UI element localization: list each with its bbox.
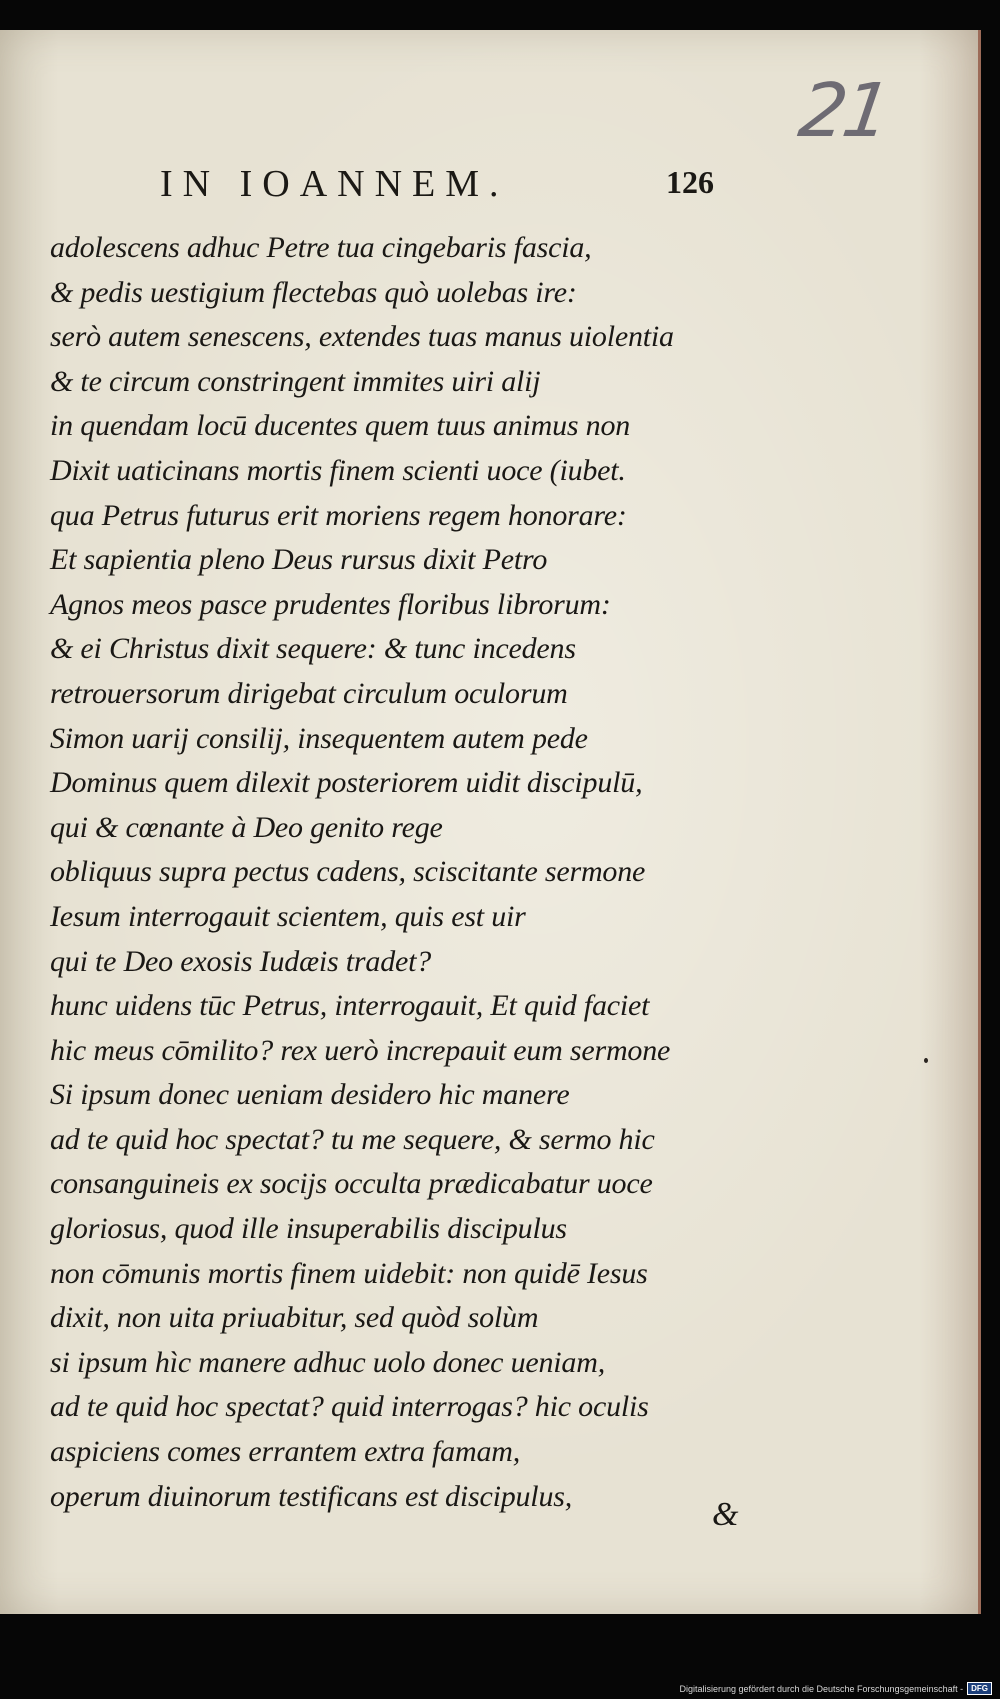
text-line: Dominus quem dilexit posteriorem uidit discipulū, bbox=[50, 766, 643, 800]
text-line: & ei Christus dixit sequere: & tunc incedens bbox=[50, 632, 576, 666]
handwritten-folio-number: 21 bbox=[793, 68, 893, 154]
ink-speck bbox=[924, 1058, 928, 1063]
text-line: dixit, non uita priuabitur, sed quòd solùm bbox=[50, 1301, 539, 1335]
text-line: in quendam locū ducentes quem tuus animus non bbox=[50, 409, 631, 443]
catchword: & bbox=[712, 1496, 739, 1533]
text-line: gloriosus, quod ille insuperabilis discipulus bbox=[50, 1212, 567, 1246]
text-block bbox=[50, 226, 760, 1519]
text-line: Si ipsum donec ueniam desidero hic manere bbox=[50, 1078, 570, 1112]
text-line: qui te Deo exosis Iudæis tradet? bbox=[50, 944, 432, 978]
text-line: & pedis uestigium flectebas quò uolebas ire: bbox=[50, 275, 577, 309]
text-line: Agnos meos pasce prudentes floribus librorum: bbox=[50, 587, 611, 621]
text-line: adolescens adhuc Petre tua cingebaris fascia, bbox=[50, 231, 592, 264]
text-line: Simon uarij consilij, insequentem autem pede bbox=[50, 721, 588, 755]
text-line: Iesum interrogauit scientem, quis est uir bbox=[50, 899, 526, 933]
text-line: & te circum constringent immites uiri alij bbox=[50, 364, 541, 398]
text-line: ad te quid hoc spectat? tu me sequere, & sermo hic bbox=[50, 1122, 655, 1156]
text-line: qui & cœnante à Deo genito rege bbox=[50, 810, 443, 844]
text-line: retrouersorum dirigebat circulum oculorum bbox=[50, 676, 568, 710]
text-line: non cōmunis mortis finem uidebit: non quidē Iesus bbox=[50, 1256, 648, 1290]
dfg-logo: DFG bbox=[967, 1682, 992, 1695]
text-line: consanguineis ex socijs occulta prædicabatur uoce bbox=[50, 1167, 653, 1201]
page-number: 126 bbox=[666, 164, 714, 200]
text-line: operum diuinorum testificans est discipulus, bbox=[50, 1479, 573, 1513]
text-line: serò autem senescens, extendes tuas manus uiolentia bbox=[50, 320, 674, 354]
digitization-credit bbox=[679, 1682, 992, 1695]
text-line: si ipsum hìc manere adhuc uolo donec ueniam, bbox=[50, 1345, 605, 1379]
running-head: IN IOANNEM. bbox=[160, 163, 509, 205]
text-line: hic meus cōmilito? rex uerò increpauit eum sermone bbox=[50, 1033, 671, 1067]
text-line: aspiciens comes errantem extra famam, bbox=[50, 1435, 521, 1469]
book-page bbox=[0, 30, 981, 1614]
text-line: ad te quid hoc spectat? quid interrogas? hic oculis bbox=[50, 1390, 649, 1424]
text-line: obliquus supra pectus cadens, sciscitante sermone bbox=[50, 855, 646, 889]
text-line: qua Petrus futurus erit moriens regem honorare: bbox=[50, 498, 627, 532]
text-line: Dixit uaticinans mortis finem scienti uoce (iubet. bbox=[50, 453, 626, 487]
text-line: Et sapientia pleno Deus rursus dixit Petro bbox=[50, 543, 548, 577]
credit-text: Digitalisierung gefördert durch die Deutsche Forschungsgemeinschaft - bbox=[679, 1683, 964, 1694]
text-line: hunc uidens tūc Petrus, interrogauit, Et quid faciet bbox=[50, 989, 650, 1023]
